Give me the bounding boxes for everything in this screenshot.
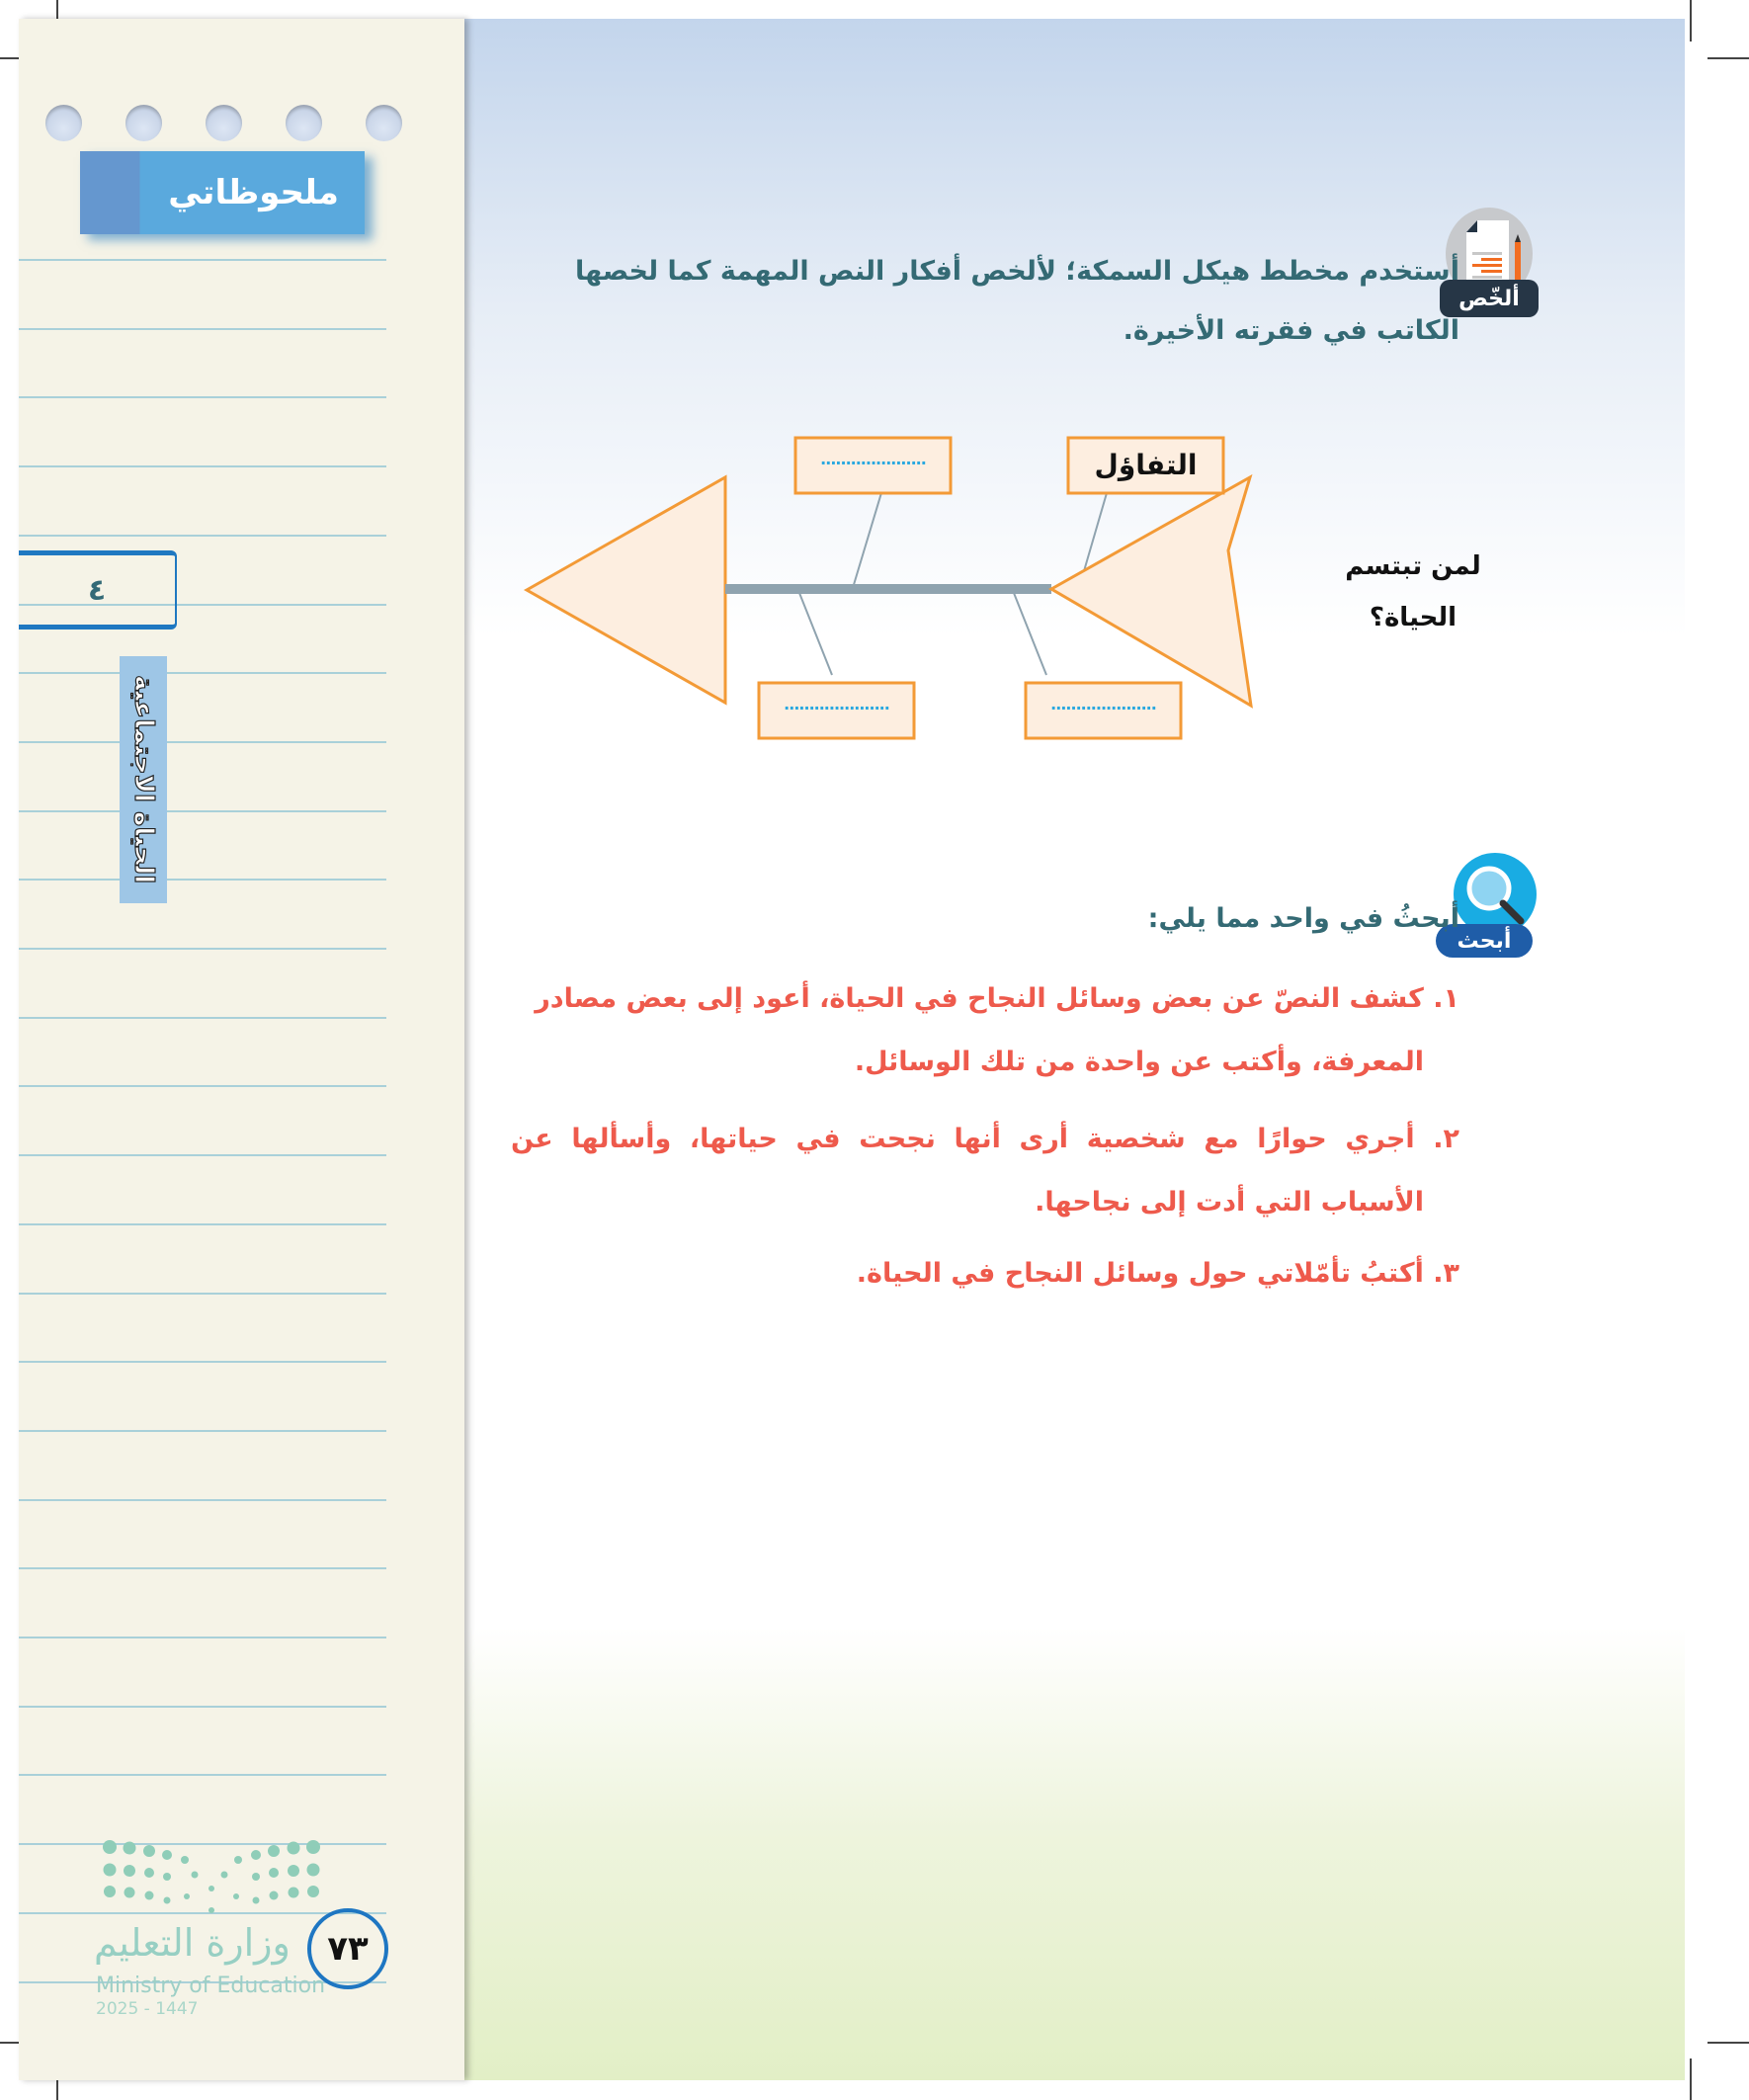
crop-mark xyxy=(1690,2058,1692,2100)
binder-hole xyxy=(286,105,322,141)
notes-sidebar xyxy=(19,19,464,2080)
summarize-badge-label: ألخّص xyxy=(1440,280,1539,317)
notebook-line xyxy=(19,741,386,743)
crop-mark xyxy=(1707,57,1749,59)
notebook-line xyxy=(19,1637,386,1638)
crop-mark xyxy=(1707,2042,1749,2044)
notebook-line xyxy=(19,328,386,330)
research-item xyxy=(511,967,1459,1094)
summarize-instruction-line: أستخدم مخطط هيكل السمكة؛ لألخص أفكار النص المهمة كما لخصها xyxy=(574,256,1459,287)
fishbone-box-placeholder[interactable]: ..................... xyxy=(820,450,926,468)
fish-bone xyxy=(1012,588,1046,675)
crop-mark xyxy=(1690,0,1692,42)
notebook-line xyxy=(19,1361,386,1363)
research-item-line: ١. كشف النصّ عن بعض وسائل النجاح في الحياة، أعود إلى بعض مصادر xyxy=(535,983,1459,1014)
notes-title: ملحوظاتي xyxy=(168,173,339,212)
notebook-line xyxy=(19,1567,386,1569)
notebook-line xyxy=(19,1154,386,1156)
notes-title-tag xyxy=(80,151,365,234)
textbook-page xyxy=(19,19,1685,2080)
fishbone-head-line: لمن تبتسم xyxy=(1345,551,1481,581)
fish-tail xyxy=(527,477,725,703)
fish-spine xyxy=(725,584,1051,594)
fishbone-box-placeholder[interactable]: ..................... xyxy=(1050,695,1156,714)
binder-holes xyxy=(45,105,402,141)
notebook-line xyxy=(19,879,386,881)
notebook-line xyxy=(19,672,386,674)
ministry-logo-icon xyxy=(98,1837,325,1916)
notebook-line xyxy=(19,1706,386,1708)
notebook-line xyxy=(19,948,386,950)
notebook-line xyxy=(19,1430,386,1432)
notebook-line xyxy=(19,535,386,537)
edition-year: 2025 - 1447 xyxy=(96,1999,199,2019)
research-list xyxy=(511,967,1459,1305)
notebook-line xyxy=(19,396,386,398)
research-item xyxy=(511,1108,1459,1234)
notebook-line xyxy=(19,465,386,467)
page-number: ٧٣ xyxy=(327,1929,369,1969)
binder-hole xyxy=(125,105,162,141)
research-item-line: المعرفة، وأكتب عن واحدة من تلك الوسائل. xyxy=(854,1047,1424,1077)
notebook-line xyxy=(19,1293,386,1295)
unit-number: ٤ xyxy=(87,572,107,608)
binder-hole xyxy=(206,105,242,141)
fish-bone xyxy=(797,588,832,675)
fish-head xyxy=(1051,477,1251,706)
fishbone-head-line: الحياة؟ xyxy=(1369,603,1458,632)
research-item xyxy=(511,1242,1459,1305)
notebook-line xyxy=(19,1499,386,1501)
notebook-line xyxy=(19,1774,386,1776)
research-item-line: الأسباب التي أدت إلى نجاحها. xyxy=(1035,1187,1424,1218)
summarize-instruction-line: الكاتب في فقرته الأخيرة. xyxy=(1123,315,1459,346)
notebook-line xyxy=(19,1017,386,1019)
notebook-line xyxy=(19,810,386,812)
research-item-line: ٢. أجري حوارًا مع شخصية أرى أنها نجحت في حياتها، وأسألها عن xyxy=(511,1124,1459,1154)
unit-title: الحياة الاجتماعية xyxy=(128,675,158,884)
fish-bone xyxy=(853,486,883,588)
notebook-line xyxy=(19,1085,386,1087)
main-content xyxy=(464,19,1685,2080)
binder-hole xyxy=(45,105,82,141)
page-number-circle xyxy=(307,1908,388,1989)
notebook-line xyxy=(19,259,386,261)
notebook-line xyxy=(19,1223,386,1225)
binder-hole xyxy=(366,105,402,141)
research-intro: أبحثُ في واحد مما يلي: xyxy=(1147,903,1459,934)
ministry-name-ar: وزارة التعليم xyxy=(94,1921,291,1965)
research-badge-label: أبحث xyxy=(1436,924,1533,958)
research-item-line: ٣. أكتبُ تأمّلاتي حول وسائل النجاح في الحياة. xyxy=(856,1258,1459,1289)
summarize-instruction xyxy=(570,242,1459,361)
unit-title-ribbon xyxy=(120,656,167,903)
fishbone-box-text: التفاؤل xyxy=(1094,449,1198,481)
ministry-name-en: Ministry of Education xyxy=(96,1974,326,1998)
fishbone-box-placeholder[interactable]: ..................... xyxy=(784,695,889,714)
fishbone-head-label xyxy=(1344,541,1482,643)
unit-number-box xyxy=(19,550,177,630)
